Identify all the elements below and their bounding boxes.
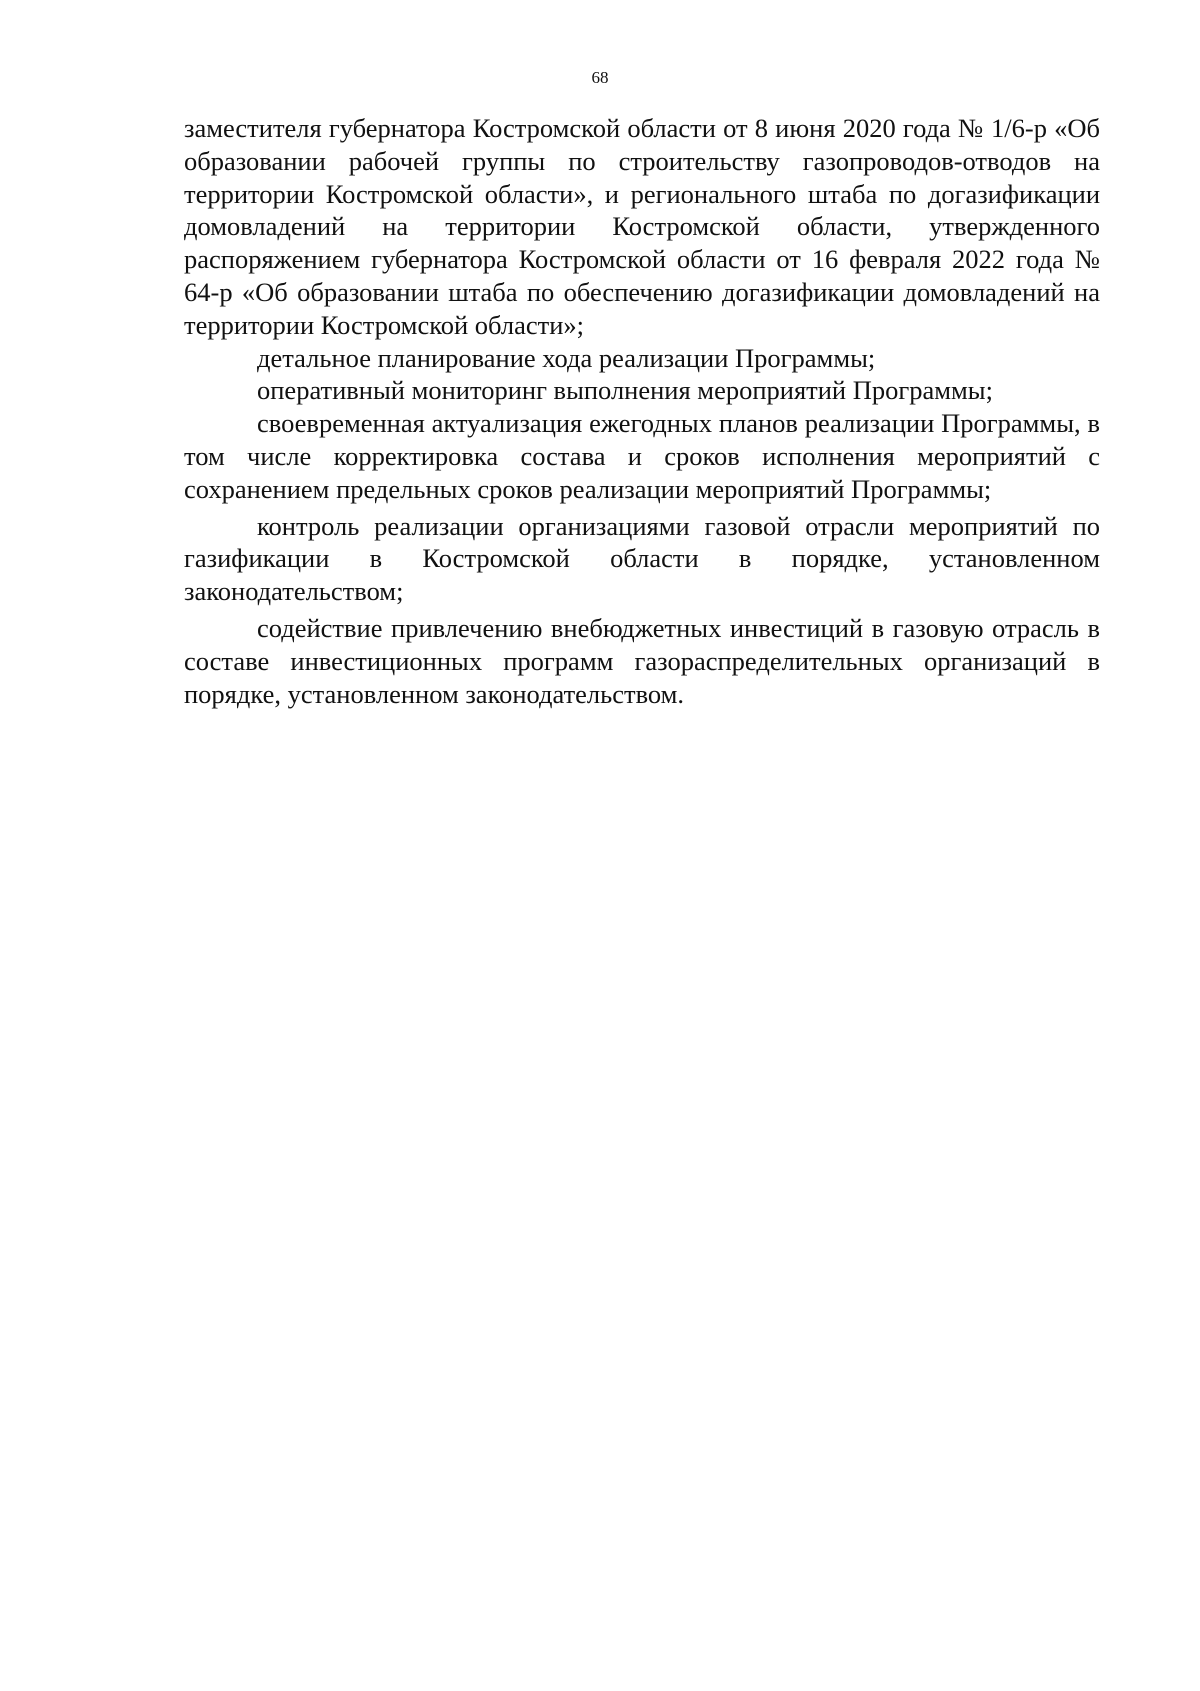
document-body xyxy=(184,112,1100,710)
paragraph-continuation: заместителя губернатора Костромской области от 8 июня 2020 года № 1/6-р «Об образовании рабочей группы по строительству газопроводов-отводов на территории Костромской области», и регионального штаба по догазификации домовладений на территории Костромской области, утвержденного распоряжением губернатора Костромской области от 16 февраля 2022 года № 64-р «Об образовании штаба по обеспечению догазификации домовладений на территории Костромской области»; xyxy=(184,113,1100,340)
paragraph-control: контроль реализации организациями газовой отрасли мероприятий по газификации в Костромской области в порядке, установленном законодательством; xyxy=(184,510,1100,607)
paragraph-monitoring: оперативный мониторинг выполнения мероприятий Программы; xyxy=(257,375,993,406)
paragraph-actualization: своевременная актуализация ежегодных планов реализации Программы, в том числе корректировка состава и сроков исполнения мероприятий с сохранением предельных сроков реализации мероприятий Программы; xyxy=(184,408,1100,504)
paragraph-investment: содействие привлечению внебюджетных инвестиций в газовую отрасль в составе инвестиционных программ газораспределительных организаций в порядке, установленном законодательством. xyxy=(184,612,1100,709)
page-number: 68 xyxy=(591,68,609,87)
paragraph-planning: детальное планирование хода реализации Программы; xyxy=(257,342,876,373)
